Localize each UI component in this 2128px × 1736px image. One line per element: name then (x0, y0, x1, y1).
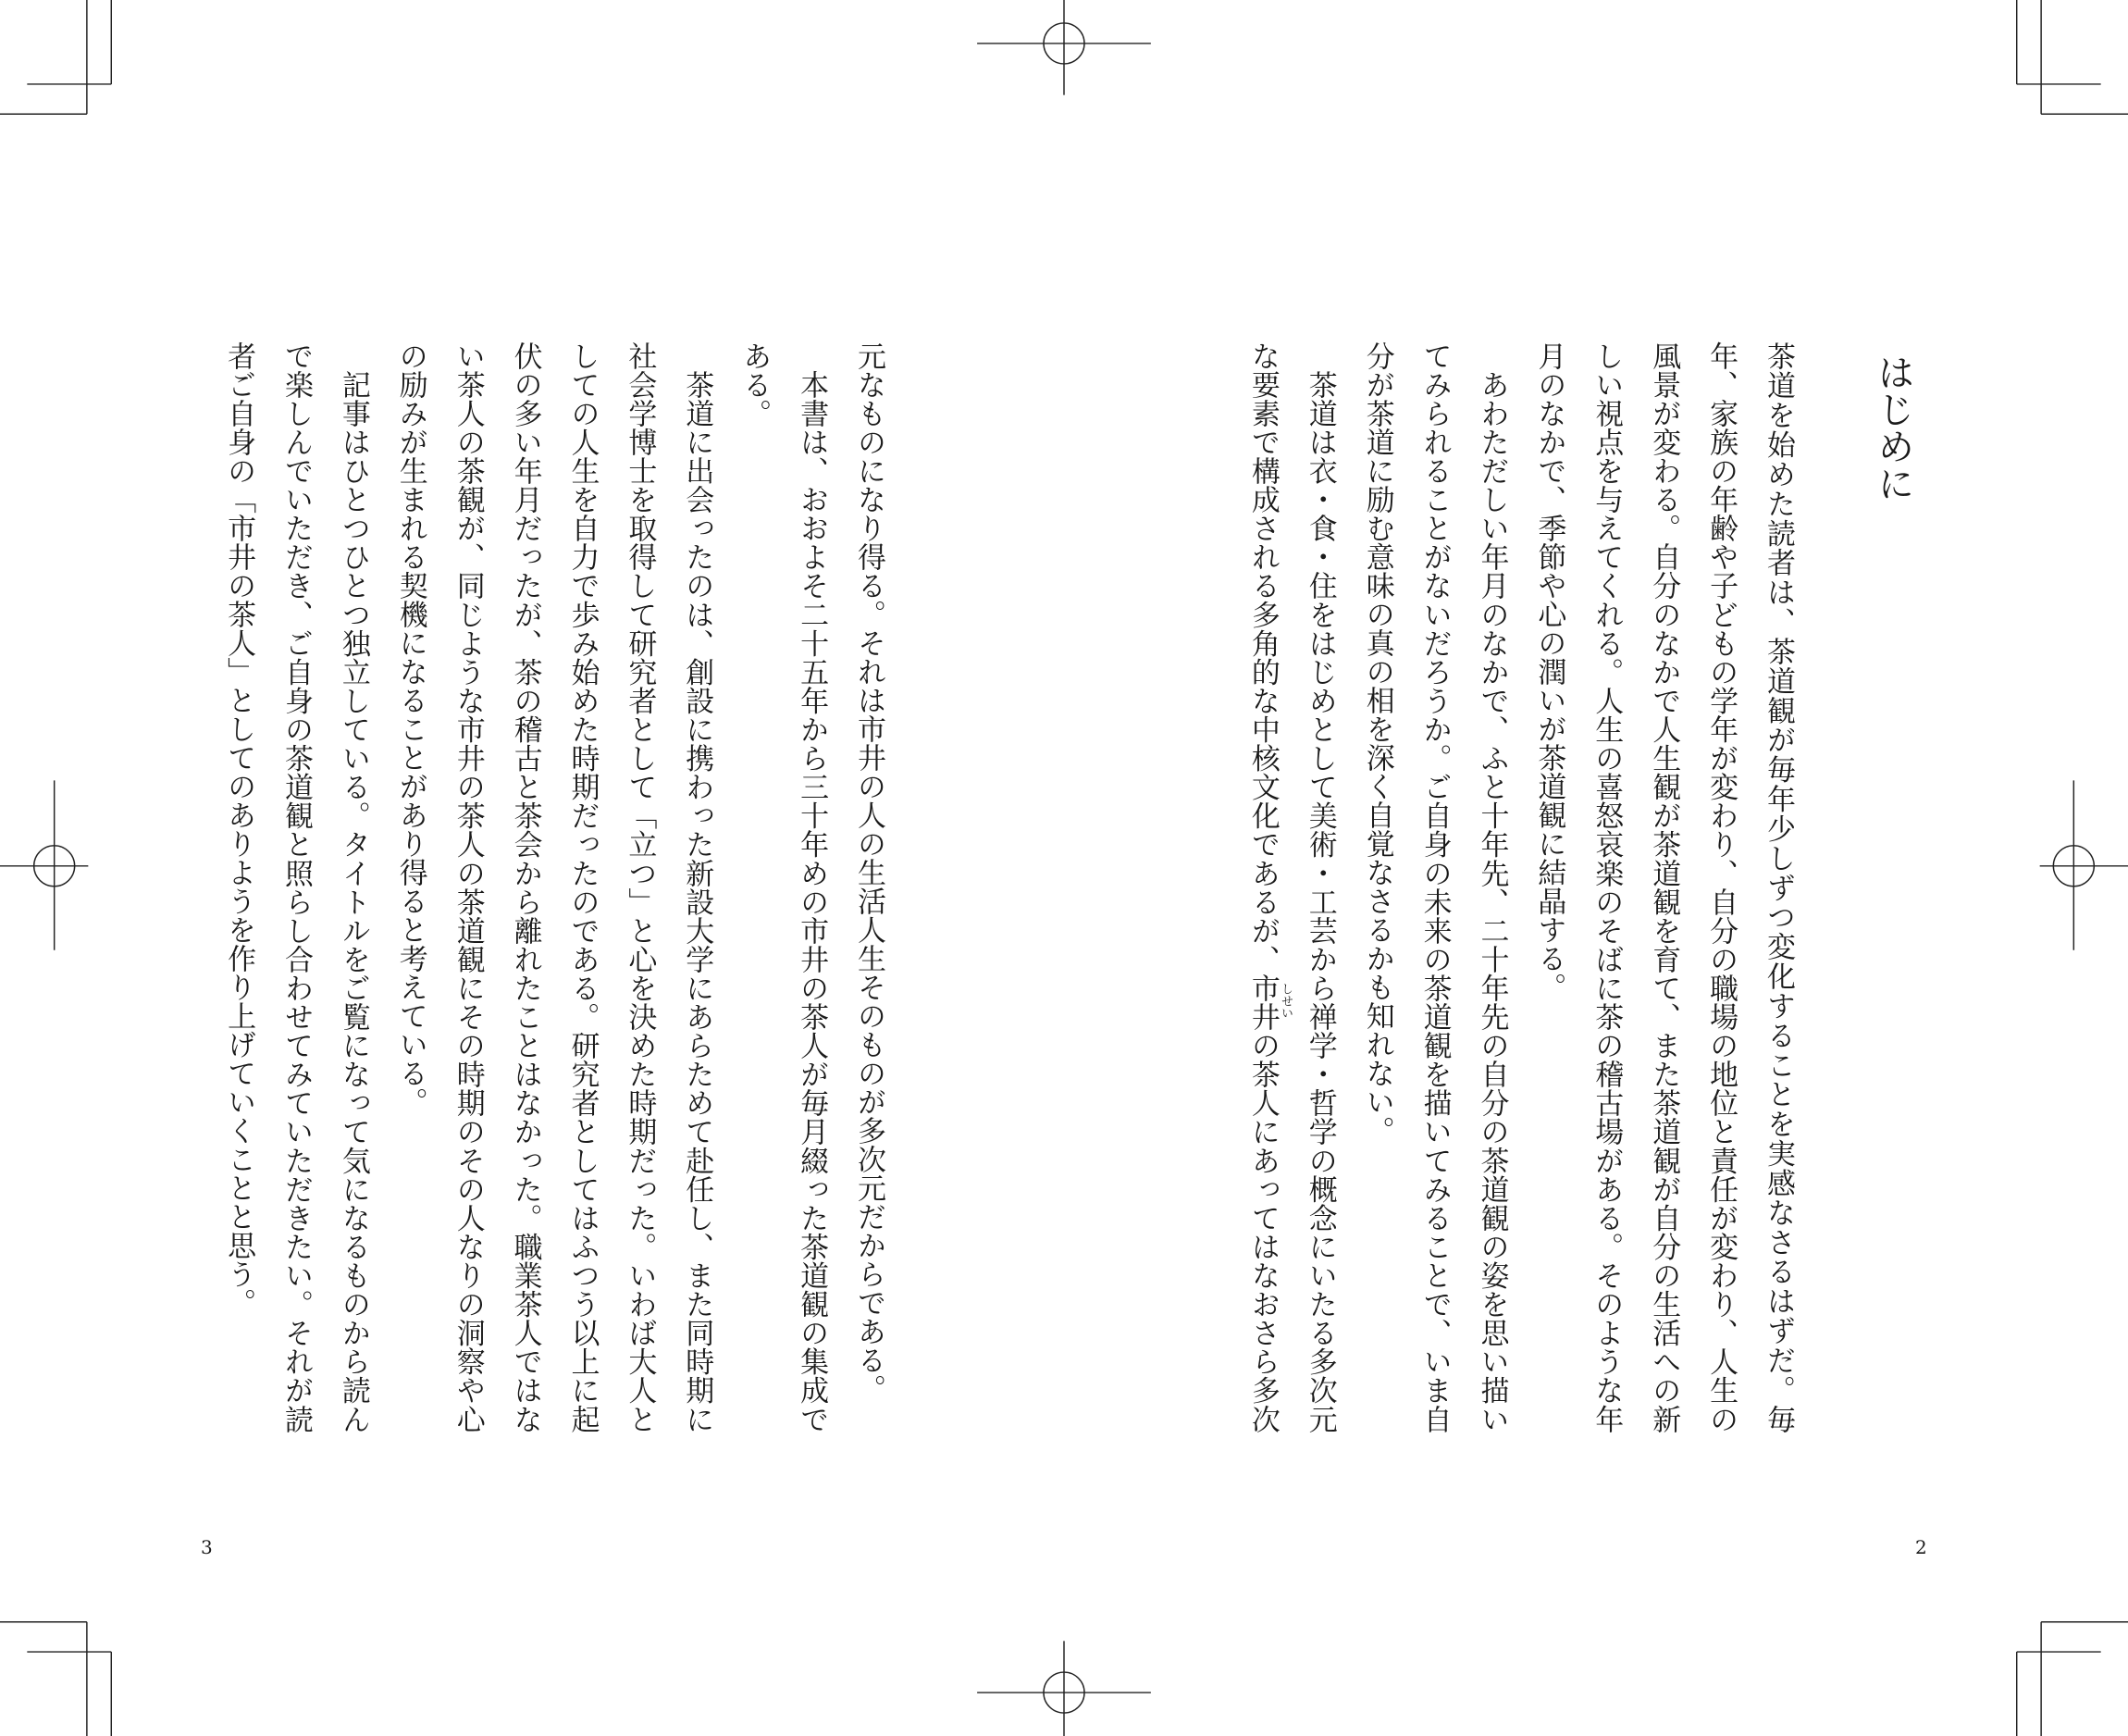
text-column-left-7: 伏の多い年月だったが、茶の稽古と茶会から離れたことはなかった。職業茶人ではな (508, 341, 542, 1433)
text-column-right-9: 茶道は衣・食・住をはじめとして美術・工芸から禅学・哲学の概念にいたる多次元 (1303, 341, 1337, 1433)
page-number: 3 (201, 1536, 213, 1558)
text-column-left-9: の励みが生まれる契機になることがあり得ると考えている。 (393, 341, 427, 1116)
text-column-right-3: 風景が変わる。自分のなかで人生観が茶道観を育て、また茶道観が自分の生活への新 (1647, 341, 1681, 1433)
text-column-left-12: 者ご自身の「市井の茶人」としてのありようを作り上げていくことと思う。 (222, 341, 256, 1317)
chapter-title: はじめに (1872, 353, 1914, 502)
text-column-right-2: 年、家族の年齢や子どもの学年が変わり、自分の職場の地位と責任が変わり、人生の (1704, 341, 1738, 1433)
text-column-left-1: 元なものになり得る。それは市井の人の生活人生そのものが多次元だからである。 (852, 341, 885, 1403)
text-column-left-5: 社会学博士を取得して研究者として「立つ」と心を決めた時期だった。いわば大人と (623, 341, 657, 1434)
text-column-right-4: しい視点を与えてくれる。人生の喜怒哀楽のそばに茶の稽古場がある。そのような年 (1590, 341, 1624, 1433)
text-column-right-1: 茶道を始めた読者は、茶道観が毎年少しずつ変化することを実感なさるはずだ。毎 (1762, 341, 1795, 1433)
text-column-left-2: 本書は、おおよそ二十五年から三十年めの市井の茶人が毎月綴った茶道観の集成で (795, 341, 829, 1433)
text-column-right-5: 月のなかで、季節や心の潤いが茶道観に結晶する。 (1532, 341, 1566, 1001)
text-column-left-4: 茶道に出会ったのは、創設に携わった新設大学にあらためて赴任し、また同時期に (680, 341, 714, 1433)
ruby-reading: しせい (1279, 983, 1293, 1019)
text-column-right-10: な要素で構成される多角的な中核文化であるが、市井の茶人にあってはなおさら多次 (1245, 341, 1280, 1433)
text-column-left-3: ある。 (737, 341, 772, 428)
text-column-right-8: 分が茶道に励む意味の真の相を深く自覚なさるかも知れない。 (1360, 341, 1394, 1145)
text-column-right-6: あわただしい年月のなかで、ふと十年先、二十年先の自分の茶道観の姿を思い描い (1475, 341, 1509, 1434)
page-number: 2 (1915, 1536, 1927, 1558)
text-column-left-8: い茶人の茶観が、同じような市井の茶人の茶道観にその時期のその人なりの洞察や心 (451, 341, 485, 1433)
text-column-left-10: 記事はひとつひとつ独立している。タイトルをご覧になって気になるものから読ん (336, 341, 370, 1433)
text-column-right-7: てみられることがないだろうか。ご自身の未来の茶道観を描いてみることで、いま自 (1417, 341, 1452, 1433)
text-column-left-6: しての人生を自力で歩み始めた時期だったのである。研究者としてはふつう以上に起 (565, 341, 600, 1433)
text-column-left-11: で楽しんでいただき、ご自身の茶道観と照らし合わせてみていただきたい。それが読 (279, 341, 313, 1433)
